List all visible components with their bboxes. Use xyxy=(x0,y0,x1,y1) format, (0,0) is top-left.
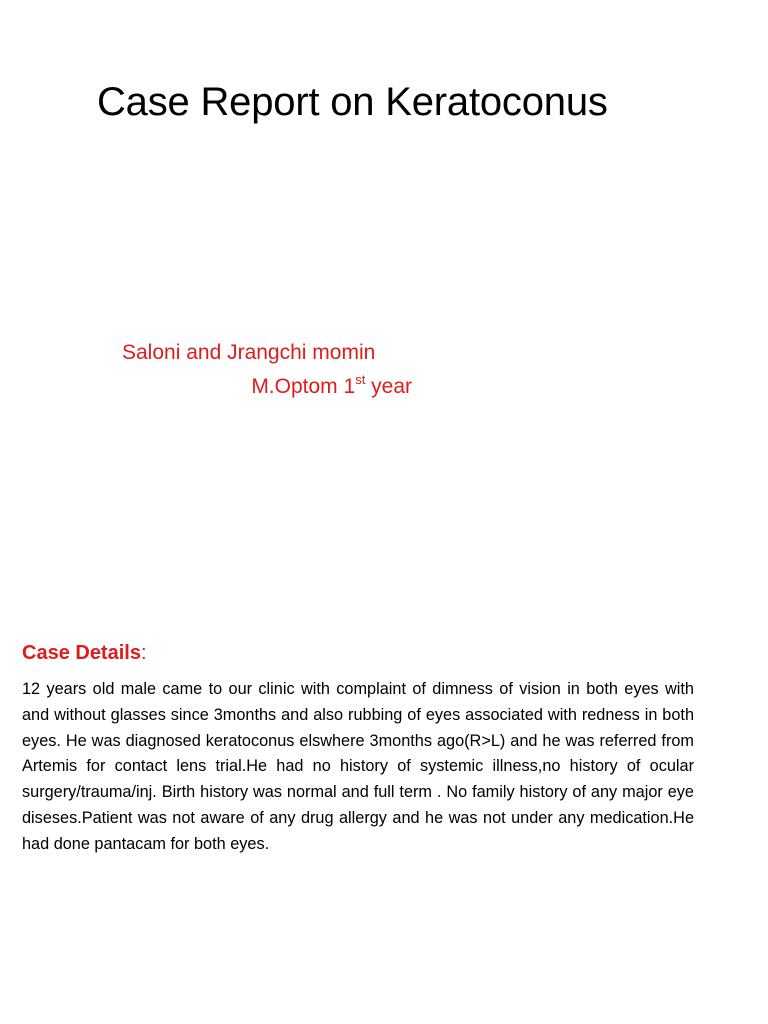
course-prefix: M.Optom 1 xyxy=(251,375,356,398)
case-details-heading-text: Case Details xyxy=(22,642,141,664)
course-superscript: st xyxy=(355,372,366,387)
slide-title: Case Report on Keratoconus xyxy=(97,80,608,124)
author-block xyxy=(122,336,412,404)
course-line xyxy=(122,370,412,404)
author-names: Saloni and Jrangchi momin xyxy=(122,341,376,364)
course-suffix: year xyxy=(365,375,412,398)
case-details-heading xyxy=(22,642,147,665)
case-details-heading-colon: : xyxy=(140,642,147,664)
case-details-body: 12 years old male came to our clinic with complaint of dimness of vision in both eyes with and without glasses since 3months and also rubbing of eyes associated with redness in both eyes. He was diagnosed keratoconus elswhere 3months ago(R>L) and he was referred from Artemis for contact lens trial.He had no history of systemic illness,no history of ocular surgery/trauma/inj. Birth history was normal and full term . No family history of any major eye diseses.Patient was not aware of any drug allergy and he was not under any medication.He had done pantacam for both eyes. xyxy=(22,680,694,853)
